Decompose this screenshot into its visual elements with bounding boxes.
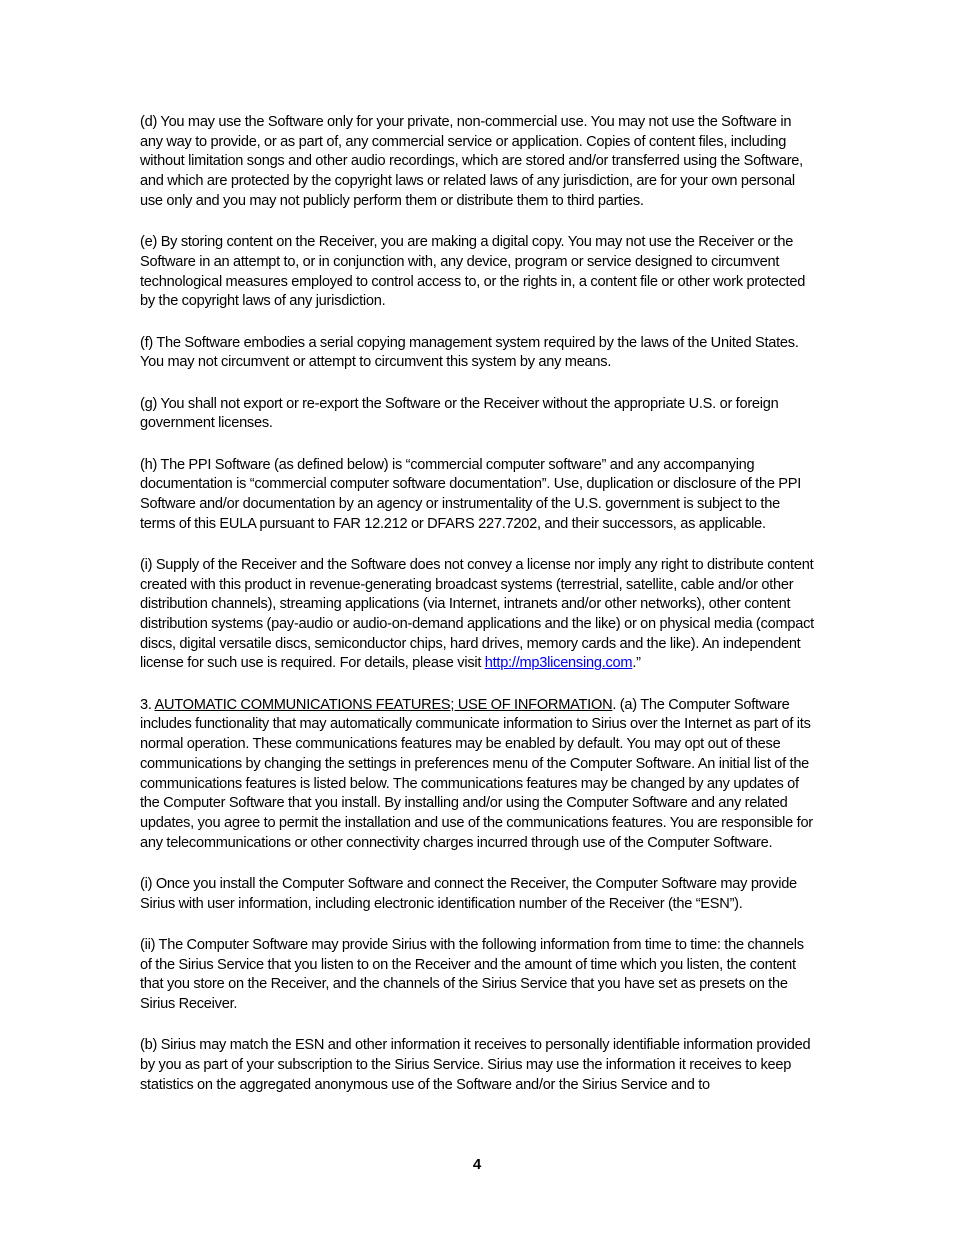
paragraph-h: (h) The PPI Software (as defined below) is “commercial computer software” and any accompanying documentation is “commercial computer software documentation”. Use, duplication or disclosure of the PPI Software and/or documentation by an agency or instrumentality of the U.S. government is subject to the terms of this EULA pursuant to FAR 12.212 or DFARS 227.7202, and their successors, as applicable. xyxy=(140,456,802,532)
paragraph-g: (g) You shall not export or re-export the Software or the Receiver without the appropriate U.S. or foreign government licenses. xyxy=(140,395,779,432)
section-3-heading: AUTOMATIC COMMUNICATIONS FEATURES; USE OF INFORMATION xyxy=(154,696,613,713)
paragraph-e: (e) By storing content on the Receiver, you are making a digital copy. You may not use the Receiver or the Software in an attempt to, or in conjunction with, any device, program or service designed to circumvent technological measures employed to control access to, or the rights in, a content file or other work protected by the copyright laws of any jurisdiction. xyxy=(140,234,806,310)
paragraph-i-text: (i) Supply of the Receiver and the Software does not convey a license nor imply any right to distribute content created with this product in revenue-generating broadcast systems (terrestrial, satellite, cable and/or other distribution channels), streaming applications (via Internet, intranets and/or other networks), other content distribution systems (pay-audio or audio-on-demand applications and the like) or on physical media (compact discs, digital versatile discs, semiconductor chips, hard drives, memory cards and the like). An independent license for such use is required. For details, please visit xyxy=(140,556,814,672)
document-body xyxy=(140,113,816,1095)
section-3-item-b: (b) Sirius may match the ESN and other information it receives to personally identifiable information provided by you as part of your subscription to the Sirius Service. Sirius may use the information it receives to keep statistics on the aggregated anonymous use of the Software and/or the Sirius Service and to xyxy=(140,1037,811,1093)
paragraph-d: (d) You may use the Software only for your private, non-commercial use. You may not use the Software in any way to provide, or as part of, any commercial service or application. Copies of content files, including without limitation songs and other audio recordings, which are stored and/or transferred using the Software, and which are protected by the copyright laws or related laws of any jurisdiction, are for your own personal use only and you may not publicly perform them or distribute them to third parties. xyxy=(140,114,803,209)
paragraph-i-end: .” xyxy=(632,655,641,672)
paragraph-i xyxy=(140,556,816,674)
section-3-number: 3. xyxy=(140,696,155,713)
section-3-item-ii: (ii) The Computer Software may provide Sirius with the following information from time to time: the channels of the Sirius Service that you listen to on the Receiver and the amount of time which you listen, the content that you store on the Receiver, and the channels of the Sirius Service that you have set as presets on the Sirius Receiver. xyxy=(140,936,804,1013)
page-number: 4 xyxy=(472,1156,482,1173)
mp3licensing-link[interactable]: http://mp3licensing.com xyxy=(484,655,633,672)
section-3-paragraph xyxy=(140,696,816,854)
section-3-text: . (a) The Computer Software includes functionality that may automatically communicate information to Sirius over the Internet as part of its normal operation. These communications features may be enabled by default. You may opt out of these communications by changing the settings in preferences menu of the Computer Software. An initial list of the communications features is listed below. The communications features may be changed by any updates of the Computer Software that you install. By installing and/or using the Computer Software and any related updates, you agree to permit the installation and use of the communications features. You are responsible for any telecommunications or other connectivity charges incurred through use of the Computer Software. xyxy=(140,696,813,851)
section-3-item-i: (i) Once you install the Computer Software and connect the Receiver, the Computer Software may provide Sirius with user information, including electronic identification number of the Receiver (the “ESN”). xyxy=(140,875,797,912)
paragraph-f: (f) The Software embodies a serial copying management system required by the laws of the United States. You may not circumvent or attempt to circumvent this system by any means. xyxy=(140,334,799,371)
